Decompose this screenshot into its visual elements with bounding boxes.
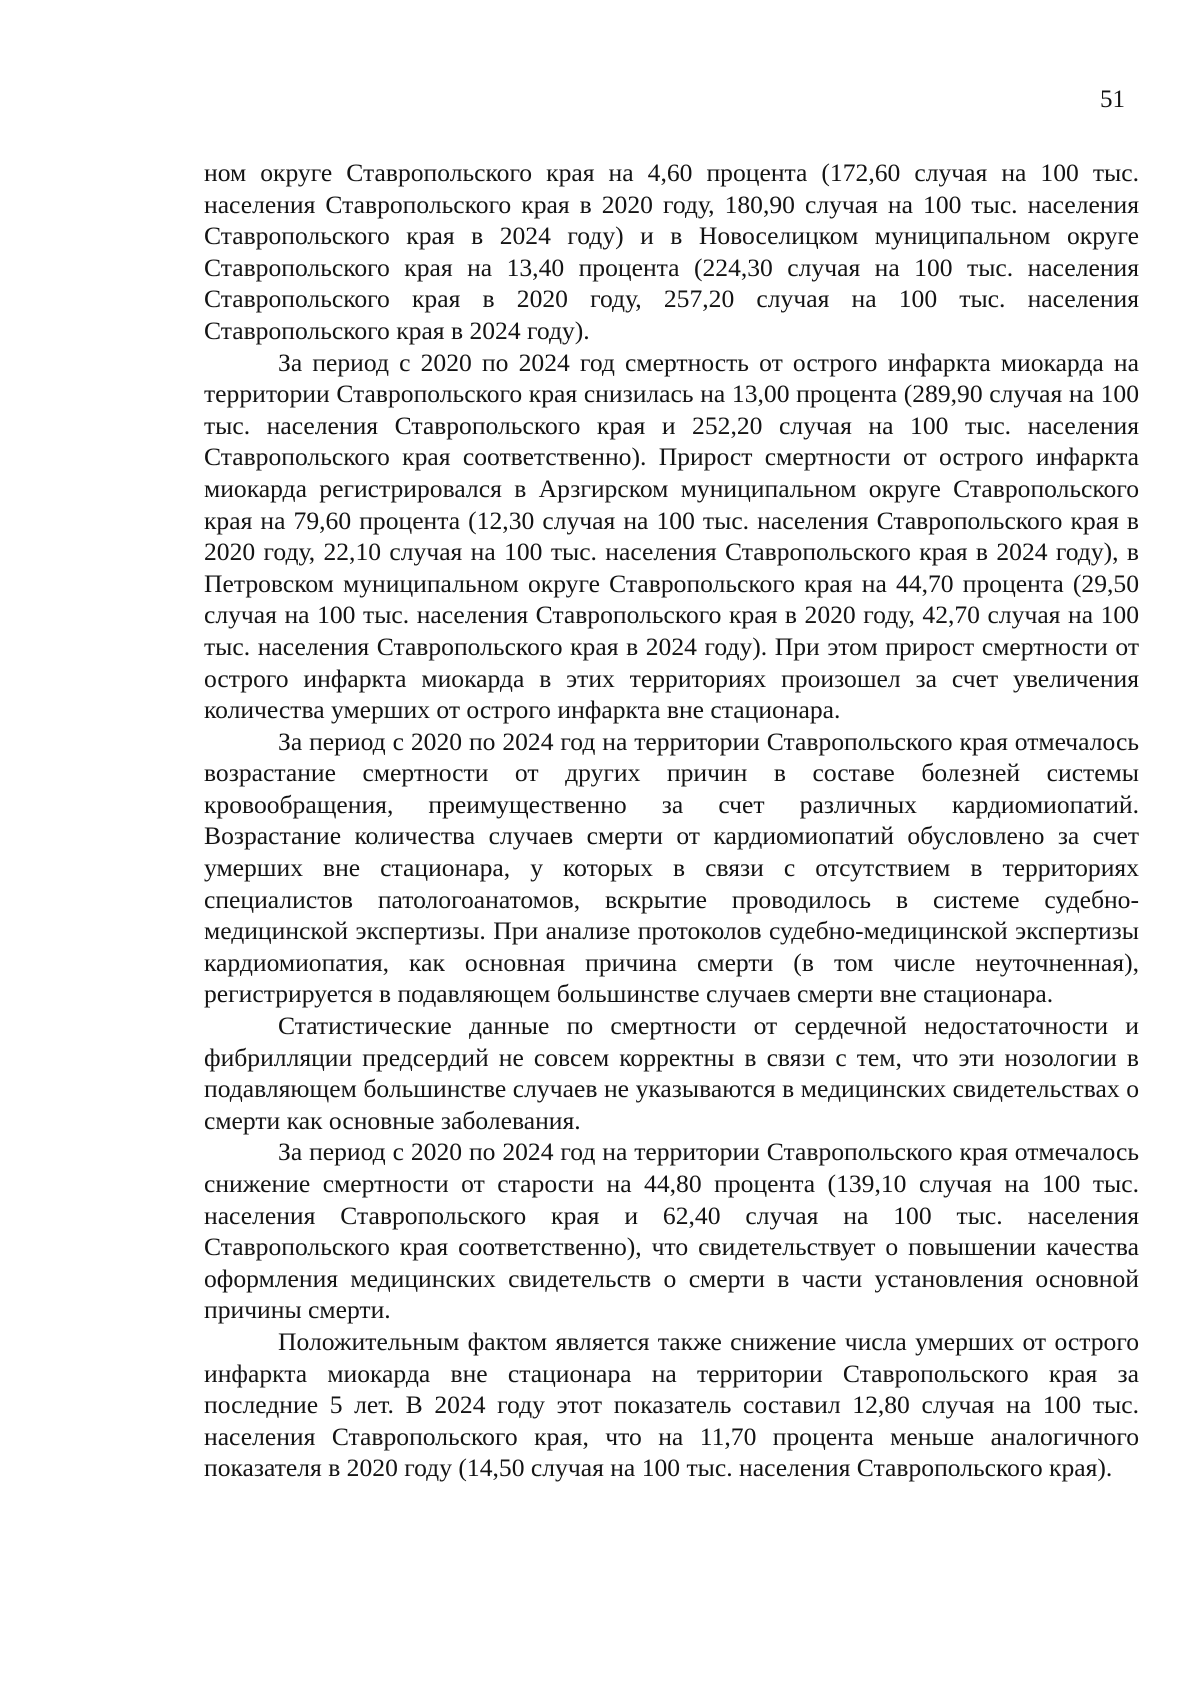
paragraph-3: За период с 2020 по 2024 год на территории Ставропольского края отмечалось возрастание смертности от других причин в составе болезней системы кровообращения, преимущественно за счет различных кардиомиопатий. Возрастание количества случаев смерти от кардиомиопатий обусловлено за счет умерших вне стационара, у которых в связи с отсутствием в территориях специалистов патологоанатомов, вскрытие проводилось в системе судебно-медицинской экспертизы. При анализе протоколов судебно-медицинской экспертизы кардиомиопатия, как основная причина смерти (в том числе неуточненная), регистрируется в подавляющем большинстве случаев смерти вне стационара.: [204, 726, 1139, 1009]
page-number: 51: [1100, 86, 1125, 113]
paragraph-1: ном округе Ставропольского края на 4,60 процента (172,60 случая на 100 тыс. населения Ставропольского края в 2020 году, 180,90 случая на 100 тыс. населения Ставропольского края в 2024 году) и в Новоселицком муниципальном округе Ставропольского края на 13,40 процента (224,30 случая на 100 тыс. населения Ставропольского края в 2020 году, 257,20 случая на 100 тыс. населения Ставропольского края в 2024 году).: [204, 158, 1139, 345]
body-text: [204, 157, 1139, 1484]
paragraph-2: За период с 2020 по 2024 год смертность от острого инфаркта миокарда на территории Ставропольского края снизилась на 13,00 процента (289,90 случая на 100 тыс. населения Ставропольского края и 252,20 случая на 100 тыс. населения Ставропольского края соответственно). Прирост смертности от острого инфаркта миокарда регистрировался в Арзгирском муниципальном округе Ставропольского края на 79,60 процента (12,30 случая на 100 тыс. населения Ставропольского края в 2020 году, 22,10 случая на 100 тыс. населения Ставропольского края в 2024 году), в Петровском муниципальном округе Ставропольского края на 44,70 процента (29,50 случая на 100 тыс. населения Ставропольского края в 2020 году, 42,70 случая на 100 тыс. населения Ставропольского края в 2024 году). При этом прирост смертности от острого инфаркта миокарда в этих территориях произошел за счет увеличения количества умерших от острого инфаркта вне стационара.: [204, 347, 1139, 725]
paragraph-5: За период с 2020 по 2024 год на территории Ставропольского края отмечалось снижение смертности от старости на 44,80 процента (139,10 случая на 100 тыс. населения Ставропольского края и 62,40 случая на 100 тыс. населения Ставропольского края соответственно), что свидетельствует о повышении качества оформления медицинских свидетельств о смерти в части установления основной причины смерти.: [204, 1137, 1139, 1325]
paragraph-4: Статистические данные по смертности от сердечной недостаточности и фибрилляции предсердий не совсем корректны в связи с тем, что эти нозологии в подавляющем большинстве случаев не указываются в медицинских свидетельствах о смерти как основные заболевания.: [204, 1011, 1139, 1135]
paragraph-6: Положительным фактом является также снижение числа умерших от острого инфаркта миокарда вне стационара на территории Ставропольского края за последние 5 лет. В 2024 году этот показатель составил 12,80 случая на 100 тыс. населения Ставропольского края, что на 11,70 процента меньше аналогичного показателя в 2020 году (14,50 случая на 100 тыс. населения Ставропольского края).: [204, 1326, 1139, 1483]
